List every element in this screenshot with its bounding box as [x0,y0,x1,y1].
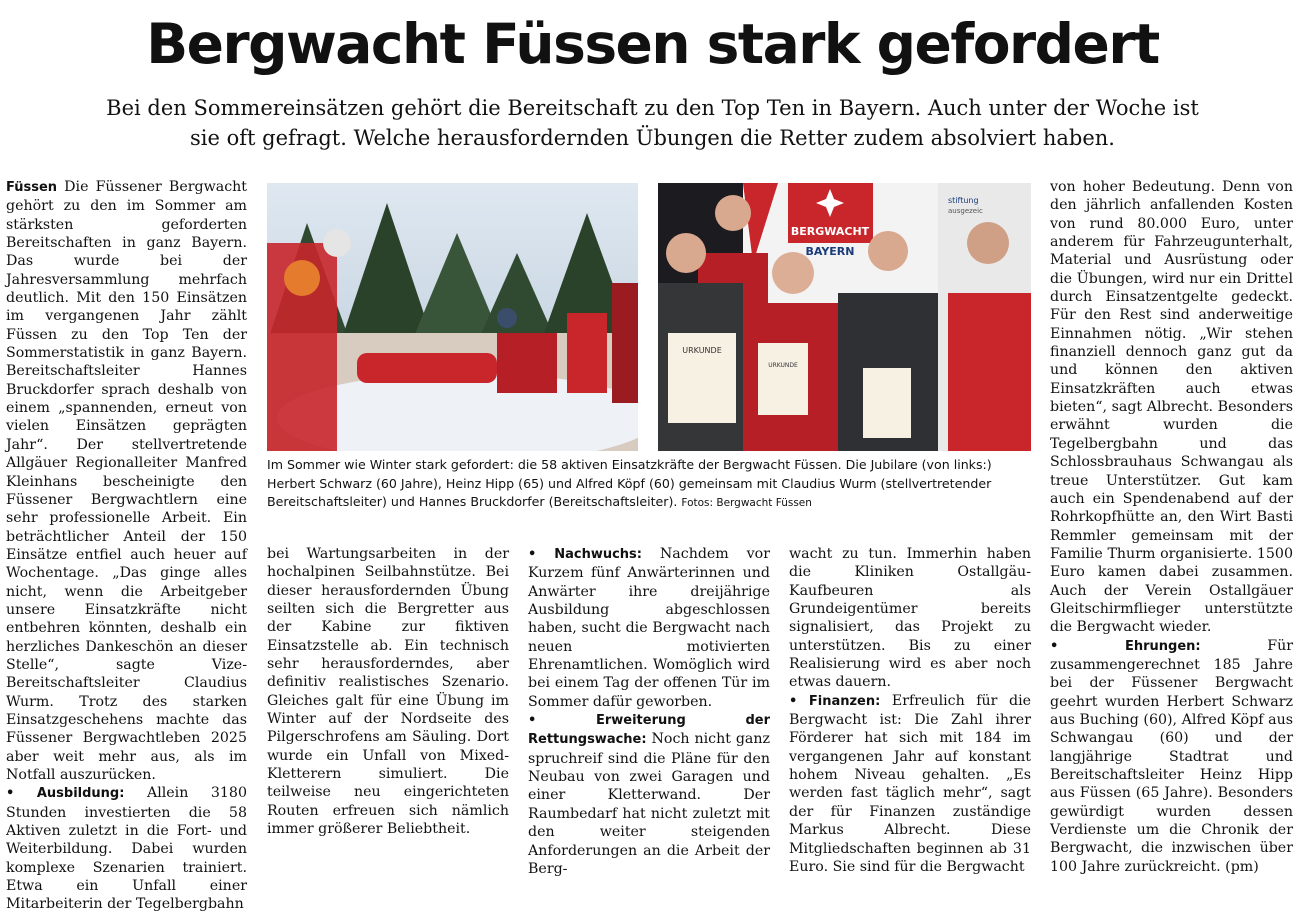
paragraph: wacht zu tun. Immerhin haben die Kliniken Ostallgäu-Kaufbeuren als Grundeigentümer bereits signalisiert, das Projekt zu unterstützen. Bis zu einer Realisierung wird es aber noch etwas dauern. [789,546,1031,691]
paragraph: Allein 3180 Stunden investierten die 58 Aktiven zuletzt in die Fort- und Weiterbildung. Dabei wurden komplexe Szenarien trainiert. Etwa ein Unfall einer Mitarbeiterin der Tegelbergbahn [6,785,247,913]
headline: Bergwacht Füssen stark gefordert [146,12,1159,76]
paragraph: Für zusammengerechnet 185 Jahre bei der Füssener Bergwacht geehrt wurden Herbert Schwarz aus Buching (60), Alfred Köpf aus Schwangau (60) und der langjährige Stadtrat und Bereitschaftsleiter Heinz Hipp aus Füssen (65 Jahre). Besonders gewürdigt wurden dessen Verdienste um die Chronik der Bergwacht, die inzwischen über 100 Jahre zurückreicht. (pm) [1050,637,1293,875]
subheadline: Bei den Sommereinsätzen gehört die Bereitschaft zu den Top Ten in Bayern. Auch unter der Woche ist sie oft gefragt. Welche herausfordernden Übungen die Retter zudem absolviert haben. [106,96,1199,150]
article-column-4 [789,545,1031,876]
certificate-text: URKUNDE [768,362,798,369]
photo-credit: Fotos: Bergwacht Füssen [681,497,812,509]
paragraph: bei Wartungsarbeiten in der hochalpinen Seilbahnstütze. Bei dieser herausfordernden Übung seilten sich die Bergretter aus der Kabine zur fiktiven Einsatzstelle ab. Ein technisch sehr herausforderndes, aber definitiv realistisches Szenario. Gleiches galt für eine Übung im Winter auf der Nordseite des Pilgerschrofens am Säuling. Dort wurde ein Unfall von Mixed-Kletterern simuliert. Die teilweise neu eingerichteten Routen erfreuen sich nämlich immer größerer Beliebtheit. [267,546,509,838]
banner-text-bergwacht: BERGWACHT [790,225,870,238]
dateline: Füssen [6,180,58,195]
sign-text: ausgezeic [948,207,983,215]
section-keyword: • Ausbildung: [6,786,125,802]
article-column-2 [267,545,509,839]
section-keyword: • Ehrungen: [1050,638,1201,654]
photo-honorees [658,183,1031,451]
section-keyword: • Nachwuchs: [528,547,642,562]
certificate-text: URKUNDE [682,346,722,355]
photo-caption [267,456,1032,513]
caption-text: Im Sommer wie Winter stark gefordert: die 58 aktiven Einsatzkräfte der Bergwacht Füssen. Die Jubilare (von links:) Herbert Schwarz (60 Jahre), Heinz Hipp (65) und Alfred Köpf (60) gemeinsam mit Claudius Wurm (stellvertretender Bereitschaftsleiter) und Hannes Bruckdorfer (Bereitschaftsleiter). [267,457,992,509]
article-column-1 [6,178,247,914]
paragraph: Noch nicht ganz spruchreif sind die Pläne für den Neubau von zwei Garagen und einer Kletterwand. Der Raumbedarf hat nicht zuletzt mit den weiter steigenden Anforderungen an die Arbeit der Berg- [528,731,770,877]
banner-text-bayern: BAYERN [805,245,855,258]
paragraph: Nachdem vor Kurzem fünf Anwärterinnen und Anwärter ihre dreijährige Ausbildung abgeschlossen haben, sucht die Bergwacht nach neuen motivierten Ehrenamtlichen. Womöglich wird bei einem Tag der offenen Tür im Sommer dafür geworben. [528,546,770,710]
section-keyword: • Erweiterung der Rettungswache: [528,713,770,748]
paragraph: Die Füssener Bergwacht gehört zu den im Sommer am stärksten geforderten Bereitschaften in ganz Bayern. Das wurde bei der Jahresversammlung mehrfach deutlich. Mit den 150 Einsätzen im vergangenen Jahr zählt Füssen zu den Top Ten der Sommerstatistik in ganz Bayern. Bereitschaftsleiter Hannes Bruckdorfer sprach deshalb von einem „spannenden, erneut von vielen Einsätzen geprägten Jahr“. Der stellvertretende Allgäuer Regionalleiter Manfred Kleinhans bescheinigte den Füssener Bergwachtlern eine sehr professionelle Arbeit. Ein beträchtlicher Anteil der 150 Einsätze entfiel auch heuer auf Wochentage. „Das ginge alles nicht, wenn die Arbeitgeber unsere Einsatzkräfte nicht entbehren könnten, deshalb ein herzliches Dankeschön an dieser Stelle“, sagte Vize-Bereitschaftsleiter Claudius Wurm. Trotz des starken Einsatzgeschehens machte das Füssener Bergwachtleben 2025 aber weit mehr aus, als im Notfall auszurücken. [6,179,247,783]
sign-text: stiftung [948,196,979,205]
article-column-3 [528,545,770,878]
section-keyword: • Finanzen: [789,693,881,709]
paragraph: von hoher Bedeutung. Denn von den jährlich anfallenden Kosten von rund 80.000 Euro, unter anderem für Fahrzeugunterhalt, Material und Ausrüstung oder die Übungen, wird nur ein Drittel durch Einsatzentgelte gedeckt. Für den Rest sind anderweitige Einnahmen nötig. „Wir stehen finanziell dennoch ganz gut da und können den aktiven Einsatzkräften auch etwas bieten“, sagt Albrecht. Besonders erwähnt wurden die Tegelbergbahn und das Schlossbrauhaus Schwangau als treue Unterstützer. Gut kam auch ein Spendenabend auf der Rohrkopfhütte an, den Wirt Basti Remmler gemeinsam mit der Familie Thurm organisierte. 1500 Euro kamen dabei zusammen. Auch der Verein Ostallgäuer Gleitschirmflieger unterstützte die Bergwacht wieder. [1050,179,1293,636]
photo-rescue-exercise [267,183,638,451]
article-column-5 [1050,178,1293,876]
paragraph: Erfreulich für die Bergwacht ist: Die Zahl ihrer Förderer hat sich mit 184 im vergangenen Jahr auf konstant hohem Niveau gehalten. „Es werden fast täglich mehr“, sagt der für Finanzen zuständige Markus Albrecht. Diese Mitgliedschaften beginnen ab 31 Euro. Sie sind für die Bergwacht [789,692,1031,875]
